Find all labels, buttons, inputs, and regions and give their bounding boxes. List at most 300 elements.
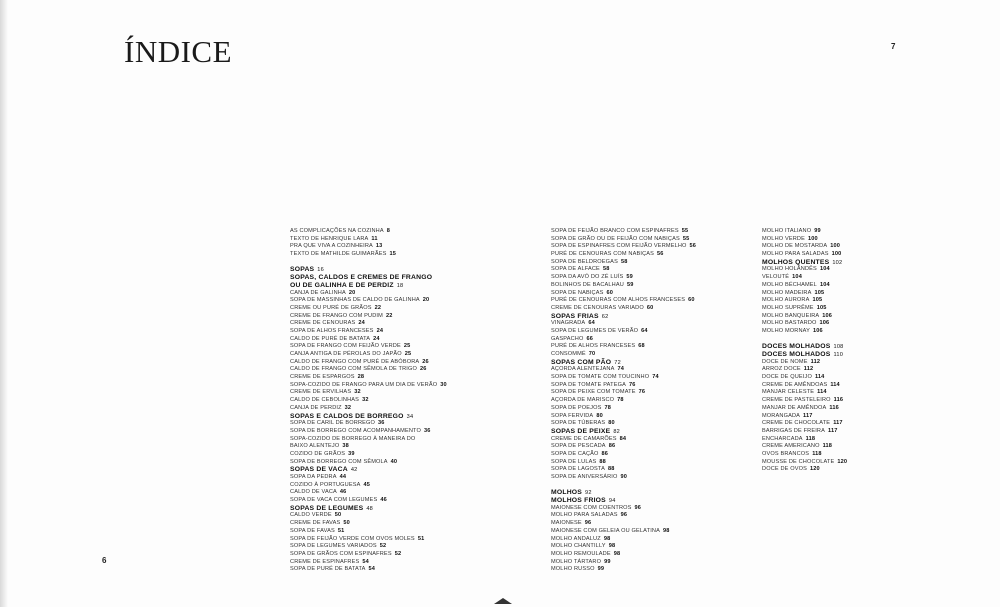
index-entry xyxy=(762,466,847,474)
index-column-2 xyxy=(551,228,696,574)
entry-title: PRA QUE VIVA A COZINHEIRA xyxy=(290,243,373,250)
entry-page-number: 118 xyxy=(812,450,822,457)
entry-page-number: 88 xyxy=(599,458,606,465)
index-section-heading xyxy=(551,313,696,321)
entry-title: TEXTO DE HENRIQUE LARA xyxy=(290,235,369,242)
index-entry xyxy=(290,290,447,298)
index-entry xyxy=(551,351,696,359)
entry-title: ARROZ DOCE xyxy=(762,366,801,373)
entry-page-number: 24 xyxy=(373,335,380,342)
index-entry xyxy=(762,382,847,390)
entry-title: SOPA DE FEIJÃO VERDE COM OVOS MOLES xyxy=(290,535,415,542)
entry-title: MOLHOS QUENTES xyxy=(762,258,830,266)
entry-title: MOLHOS xyxy=(551,489,583,497)
entry-title: OU DE GALINHA E DE PERDIZ xyxy=(290,281,394,289)
index-entry xyxy=(290,536,447,544)
index-entry xyxy=(551,374,696,382)
entry-page-number: 48 xyxy=(366,505,373,512)
index-entry xyxy=(290,459,447,467)
entry-title: SOPA DE MASSINHAS DE CALDO DE GALINHA xyxy=(290,297,420,304)
entry-page-number: 96 xyxy=(620,512,628,519)
entry-page-number: 106 xyxy=(819,320,830,327)
entry-page-number: 54 xyxy=(368,566,376,573)
index-entry xyxy=(551,366,696,374)
entry-page-number: 20 xyxy=(348,289,356,296)
entry-page-number: 25 xyxy=(403,343,411,350)
entry-title: OVOS BRANCOS xyxy=(762,450,810,457)
entry-title: CREME DE ERVILHAS xyxy=(290,389,352,396)
entry-title: MOLHO REMOULADE xyxy=(551,550,611,557)
index-entry xyxy=(762,236,847,244)
index-entry xyxy=(551,512,696,520)
entry-page-number: 108 xyxy=(833,344,844,351)
index-entry xyxy=(762,290,847,298)
entry-page-number: 112 xyxy=(803,366,814,373)
entry-page-number: 13 xyxy=(375,243,383,250)
entry-page-number: 28 xyxy=(357,374,365,381)
index-entry xyxy=(551,520,696,528)
index-entry xyxy=(551,459,696,467)
entry-page-number: 96 xyxy=(584,520,592,527)
index-entry xyxy=(551,343,696,351)
index-entry xyxy=(290,243,447,251)
index-entry xyxy=(762,297,847,305)
index-column-3 xyxy=(762,228,847,474)
entry-page-number: 72 xyxy=(614,359,621,366)
entry-page-number: 117 xyxy=(803,412,813,419)
entry-title: MOLHO TÁRTARO xyxy=(551,558,602,565)
index-entry xyxy=(551,536,696,544)
index-entry xyxy=(762,428,847,436)
spacer xyxy=(762,336,847,344)
index-entry xyxy=(290,236,447,244)
entry-title: PURÉ DE ALHOS FRANCESES xyxy=(551,343,636,350)
index-entry xyxy=(551,397,696,405)
entry-title: SOPAS COM PÃO xyxy=(551,358,612,366)
entry-page-number: 58 xyxy=(602,266,610,273)
entry-title: GASPACHO xyxy=(551,335,584,342)
spacer xyxy=(290,259,447,267)
entry-title: SOPA DE GRÃOS COM ESPINAFRES xyxy=(290,550,392,557)
entry-title: COZIDO À PORTUGUESA xyxy=(290,481,361,488)
index-entry xyxy=(290,328,447,336)
entry-title: BAIXO ALENTEJO xyxy=(290,443,340,450)
index-entry xyxy=(290,443,447,451)
index-entry xyxy=(551,405,696,413)
entry-title: MOLHOS FRIOS xyxy=(551,497,606,505)
index-entry xyxy=(290,374,447,382)
index-entry xyxy=(762,282,847,290)
entry-title: MOLHO DE MOSTARDA xyxy=(762,243,828,250)
entry-title: MOLHO MADEIRA xyxy=(762,289,812,296)
entry-page-number: 90 xyxy=(620,474,628,480)
entry-page-number: 114 xyxy=(814,374,825,381)
entry-title: CREME DE AMÊNDOAS xyxy=(762,381,828,388)
entry-title: AÇORDA DE MARISCO xyxy=(551,397,615,404)
index-entry xyxy=(762,320,847,328)
entry-page-number: 102 xyxy=(832,259,843,266)
entry-page-number: 30 xyxy=(440,381,447,388)
entry-title: CREME AMERICANO xyxy=(762,443,820,450)
index-entry xyxy=(551,505,696,513)
index-entry xyxy=(290,436,447,444)
entry-title: SOPA DE LAGOSTA xyxy=(551,466,605,473)
entry-page-number: 105 xyxy=(814,289,825,296)
index-entry xyxy=(290,474,447,482)
entry-page-number: 36 xyxy=(423,427,431,434)
entry-title: DOCES MOLHADOS xyxy=(762,343,831,351)
entry-title: SOPA DE FEIJÃO BRANCO COM ESPINAFRES xyxy=(551,228,679,234)
index-entry xyxy=(290,397,447,405)
entry-page-number: 15 xyxy=(389,251,396,258)
index-entry xyxy=(290,420,447,428)
entry-page-number: 78 xyxy=(617,397,624,404)
index-entry xyxy=(551,559,696,567)
entry-page-number: 51 xyxy=(337,527,345,534)
index-entry xyxy=(551,305,696,313)
entry-page-number: 80 xyxy=(608,420,615,427)
entry-page-number: 62 xyxy=(601,313,609,320)
entry-title: SOPA FERVIDA xyxy=(551,412,594,419)
entry-title: CREME DE ESPARGOS xyxy=(290,374,355,381)
entry-title: MOUSSE DE CHOCOLATE xyxy=(762,458,835,465)
index-entry xyxy=(551,266,696,274)
entry-title: SOPA DE CAÇÃO xyxy=(551,450,599,457)
index-entry xyxy=(762,374,847,382)
entry-title: MOLHO ITALIANO xyxy=(762,228,812,234)
entry-page-number: 32 xyxy=(362,397,369,404)
entry-title: BOLINHOS DE BACALHAU xyxy=(551,281,624,288)
entry-title: CREME DE FRANGO COM PUDIM xyxy=(290,312,383,319)
index-entry xyxy=(290,482,447,490)
entry-page-number: 70 xyxy=(588,351,596,357)
entry-title: PURÉ DE CENOURAS COM ALHOS FRANCESES xyxy=(551,297,686,304)
index-entry xyxy=(290,305,447,313)
index-entry xyxy=(290,451,447,459)
index-entry xyxy=(290,382,447,390)
entry-page-number: 98 xyxy=(663,527,670,534)
entry-title: ENCHARCADA xyxy=(762,435,803,442)
index-entry xyxy=(551,320,696,328)
entry-title: PURÉ DE CENOURAS COM NABIÇAS xyxy=(551,251,655,258)
entry-page-number: 110 xyxy=(833,352,844,358)
entry-page-number: 22 xyxy=(385,312,393,319)
entry-page-number: 116 xyxy=(833,397,844,404)
entry-title: MOLHO RUSSO xyxy=(551,566,595,573)
entry-title: SOPAS FRIAS xyxy=(551,312,599,320)
index-section-heading xyxy=(551,359,696,367)
entry-title: VINAGRADA xyxy=(551,320,586,327)
entry-title: CANJA ANTIGA DE PÉROLAS DO JAPÃO xyxy=(290,351,402,357)
entry-title: VELOUTÉ xyxy=(762,274,790,281)
entry-page-number: 8 xyxy=(386,228,390,234)
entry-title: MOLHO SUPRÊME xyxy=(762,304,814,311)
entry-page-number: 120 xyxy=(837,458,848,465)
index-entry xyxy=(762,328,847,336)
index-entry xyxy=(290,313,447,321)
entry-page-number: 56 xyxy=(689,243,697,250)
index-section-heading xyxy=(762,343,847,351)
entry-page-number: 32 xyxy=(344,404,352,411)
entry-title: CREME OU PURÉ DE GRÃOS xyxy=(290,304,372,311)
index-entry xyxy=(551,443,696,451)
entry-page-number: 100 xyxy=(830,243,841,250)
entry-title: AS COMPLICAÇÕES NA COZINHA xyxy=(290,228,384,234)
index-entry xyxy=(290,405,447,413)
index-section-heading xyxy=(290,274,447,282)
entry-title: MAIONESE xyxy=(551,520,582,527)
entry-title: MANJAR DE AMÊNDOA xyxy=(762,404,827,411)
index-entry xyxy=(551,566,696,574)
entry-title: BARRIGAS DE FREIRA xyxy=(762,427,825,434)
index-section-heading xyxy=(762,351,847,359)
entry-title: SOPA DE LEGUMES DE VERÃO xyxy=(551,327,639,334)
entry-page-number: 59 xyxy=(626,274,633,281)
index-entry xyxy=(762,251,847,259)
entry-title: MANJAR CELESTE xyxy=(762,389,815,396)
index-entry xyxy=(551,243,696,251)
index-entry xyxy=(551,528,696,536)
index-entry xyxy=(290,497,447,505)
entry-page-number: 55 xyxy=(681,228,689,234)
entry-title: SOPA DE FAVAS xyxy=(290,527,335,534)
entry-page-number: 80 xyxy=(596,412,603,419)
entry-page-number: 118 xyxy=(805,435,816,442)
entry-page-number: 105 xyxy=(816,304,827,311)
entry-title: TEXTO DE MATHILDE GUIMARÃES xyxy=(290,251,387,258)
index-section-heading xyxy=(551,428,696,436)
entry-page-number: 64 xyxy=(588,320,595,327)
index-entry xyxy=(762,305,847,313)
index-entry xyxy=(762,405,847,413)
entry-page-number: 106 xyxy=(822,312,833,319)
index-entry xyxy=(762,397,847,405)
entry-title: CREME DE FAVAS xyxy=(290,520,341,527)
entry-page-number: 59 xyxy=(626,281,634,288)
entry-page-number: 99 xyxy=(597,566,605,573)
entry-page-number: 26 xyxy=(420,366,427,373)
entry-page-number: 32 xyxy=(354,389,361,396)
entry-title: CALDO DE CEBOLINHAS xyxy=(290,397,360,404)
index-entry xyxy=(551,274,696,282)
entry-page-number: 50 xyxy=(343,520,350,527)
entry-page-number: 58 xyxy=(620,258,628,265)
entry-title: SOPA DE GRÃO OU DE FEIJÃO COM NABIÇAS xyxy=(551,235,680,242)
entry-title: DOCE DE NOME xyxy=(762,358,808,365)
entry-title: SOPA DE NABIÇAS xyxy=(551,289,604,296)
entry-title: MOLHO HOLANDÊS xyxy=(762,266,817,273)
entry-title: COZIDO DE GRÃOS xyxy=(290,450,346,457)
index-entry xyxy=(762,420,847,428)
entry-title: DOCES MOLHADOS xyxy=(762,351,831,358)
entry-page-number: 96 xyxy=(634,504,642,511)
index-entry xyxy=(551,474,696,482)
entry-page-number: 86 xyxy=(601,450,609,457)
entry-title: SOPA DE BORREGO COM ACOMPANHAMENTO xyxy=(290,427,421,434)
index-entry xyxy=(551,466,696,474)
index-entry xyxy=(551,551,696,559)
index-entry xyxy=(551,259,696,267)
entry-page-number: 11 xyxy=(371,235,378,242)
entry-page-number: 52 xyxy=(394,550,402,557)
entry-page-number: 24 xyxy=(376,327,384,334)
entry-page-number: 76 xyxy=(628,381,636,388)
entry-page-number: 36 xyxy=(378,420,385,427)
entry-page-number: 18 xyxy=(396,282,404,289)
index-entry xyxy=(290,297,447,305)
entry-page-number: 99 xyxy=(814,228,821,234)
entry-page-number: 105 xyxy=(812,297,823,304)
index-entry xyxy=(762,443,847,451)
entry-page-number: 26 xyxy=(422,358,429,365)
index-entry xyxy=(551,451,696,459)
entry-title: SOPA DE VACA COM LEGUMES xyxy=(290,497,378,504)
index-section-heading xyxy=(290,505,447,513)
entry-page-number: 64 xyxy=(641,327,648,334)
entry-title: SOPA DE TOMATE COM TOUCINHO xyxy=(551,374,650,381)
entry-page-number: 114 xyxy=(817,389,827,396)
index-entry xyxy=(762,228,847,236)
entry-title: CREME DE CENOURAS VARIADO xyxy=(551,304,644,311)
index-entry xyxy=(290,320,447,328)
entry-title: SOPA-COZIDO DE BORREGO À MANEIRA DO xyxy=(290,435,416,442)
entry-title: MAIONESE COM COENTROS xyxy=(551,504,632,511)
entry-title: AÇORDA ALENTEJANA xyxy=(551,366,615,373)
entry-title: SOPA DE PURÉ DE BATATA xyxy=(290,566,366,573)
entry-page-number: 42 xyxy=(350,467,358,474)
index-entry xyxy=(290,528,447,536)
entry-title: SOPAS E CALDOS DE BORREGO xyxy=(290,412,404,420)
entry-title: SOPA DE FRANGO COM FEIJÃO VERDE xyxy=(290,343,401,350)
index-entry xyxy=(762,459,847,467)
entry-title: MOLHO ANDALUZ xyxy=(551,535,601,542)
entry-page-number: 120 xyxy=(810,466,820,473)
entry-page-number: 66 xyxy=(586,335,594,342)
entry-title: SOPAS xyxy=(290,266,315,274)
entry-title: SOPA DE TÚBERAS xyxy=(551,420,606,427)
index-entry xyxy=(762,366,847,374)
entry-page-number: 68 xyxy=(638,343,645,350)
entry-title: SOPAS DE PEIXE xyxy=(551,427,611,435)
entry-page-number: 100 xyxy=(831,251,842,258)
entry-page-number: 78 xyxy=(604,404,612,411)
entry-title: MOLHO AURORA xyxy=(762,297,810,304)
entry-title: SOPA DE PESCADA xyxy=(551,443,606,450)
entry-title: DOCE DE QUEIJO xyxy=(762,374,812,381)
entry-page-number: 99 xyxy=(604,558,611,565)
index-entry xyxy=(551,328,696,336)
entry-title: MOLHO PARA SALADAS xyxy=(762,251,829,258)
entry-page-number: 52 xyxy=(379,543,387,550)
entry-page-number: 88 xyxy=(607,466,615,473)
entry-title: MAIONESE COM GELEIA OU GELATINA xyxy=(551,527,660,534)
entry-page-number: 20 xyxy=(422,297,430,304)
entry-page-number: 55 xyxy=(682,235,690,242)
index-entry xyxy=(762,266,847,274)
index-entry xyxy=(551,543,696,551)
spacer xyxy=(551,482,696,490)
entry-title: CALDO DE VACA xyxy=(290,489,337,496)
entry-title: CREME DE CHOCOLATE xyxy=(762,420,831,427)
index-entry xyxy=(290,251,447,259)
entry-page-number: 74 xyxy=(617,366,625,373)
index-entry xyxy=(551,251,696,259)
index-entry xyxy=(551,436,696,444)
entry-title: SOPA DE ESPINAFRES COM FEIJÃO VERMELHO xyxy=(551,243,687,250)
entry-title: DOCE DE OVOS xyxy=(762,466,808,473)
entry-page-number: 106 xyxy=(813,327,823,334)
entry-title: SOPA DE PEIXE COM TOMATE xyxy=(551,389,636,396)
entry-title: MOLHO VERDE xyxy=(762,235,805,242)
entry-title: SOPA DE TOMATE PATEGA xyxy=(551,381,626,388)
index-section-heading xyxy=(290,266,447,274)
entry-title: SOPA DE CARIL DE BORREGO xyxy=(290,420,376,427)
index-entry xyxy=(551,297,696,305)
index-entry xyxy=(762,436,847,444)
index-entry xyxy=(551,420,696,428)
entry-page-number: 92 xyxy=(585,490,592,497)
entry-title: MOLHO CHANTILLY xyxy=(551,543,606,550)
index-entry xyxy=(290,566,447,574)
entry-title: SOPA-COZIDO DE FRANGO PARA UM DIA DE VERÃO xyxy=(290,381,438,388)
entry-title: SOPA DE POEJOS xyxy=(551,404,602,411)
entry-page-number: 76 xyxy=(638,389,646,396)
index-entry xyxy=(762,313,847,321)
entry-page-number: 39 xyxy=(348,450,355,457)
entry-page-number: 117 xyxy=(828,427,838,434)
index-entry xyxy=(290,351,447,359)
index-entry xyxy=(551,389,696,397)
entry-page-number: 22 xyxy=(374,304,382,311)
scroll-indicator-icon xyxy=(494,598,512,604)
index-entry xyxy=(290,366,447,374)
entry-page-number: 46 xyxy=(339,489,347,496)
index-entry xyxy=(762,413,847,421)
entry-title: CALDO DE FRANGO COM SÊMOLA DE TRIGO xyxy=(290,366,417,373)
entry-title: CREME DE CAMARÕES xyxy=(551,435,617,442)
entry-page-number: 104 xyxy=(819,266,830,273)
entry-title: SOPA DE LULAS xyxy=(551,458,597,465)
entry-page-number: 74 xyxy=(652,374,659,381)
entry-page-number: 46 xyxy=(380,497,387,504)
entry-page-number: 34 xyxy=(406,413,414,420)
entry-title: MOLHO PARA SALADAS xyxy=(551,512,618,519)
index-entry xyxy=(290,512,447,520)
entry-page-number: 60 xyxy=(606,289,614,296)
entry-title: MOLHO BÉCHAMEL xyxy=(762,281,817,288)
index-entry xyxy=(551,282,696,290)
entry-page-number: 117 xyxy=(833,420,843,427)
entry-title: SOPA DE ALHOS FRANCESES xyxy=(290,327,374,334)
entry-page-number: 86 xyxy=(608,443,616,450)
entry-page-number: 98 xyxy=(608,543,616,550)
entry-page-number: 45 xyxy=(363,481,371,488)
entry-page-number: 98 xyxy=(613,550,621,557)
page-number-left: 6 xyxy=(102,556,107,565)
entry-page-number: 54 xyxy=(362,558,369,565)
entry-title: MORANGADA xyxy=(762,412,801,419)
entry-page-number: 118 xyxy=(822,443,833,450)
entry-page-number: 94 xyxy=(608,498,616,505)
index-entry xyxy=(762,451,847,459)
index-entry xyxy=(551,382,696,390)
index-section-heading xyxy=(290,413,447,421)
page-edge-shadow xyxy=(0,0,8,607)
index-entry xyxy=(290,520,447,528)
index-entry xyxy=(290,428,447,436)
index-entry xyxy=(290,389,447,397)
entry-title: SOPA DE BORREGO COM SÊMOLA xyxy=(290,458,388,465)
